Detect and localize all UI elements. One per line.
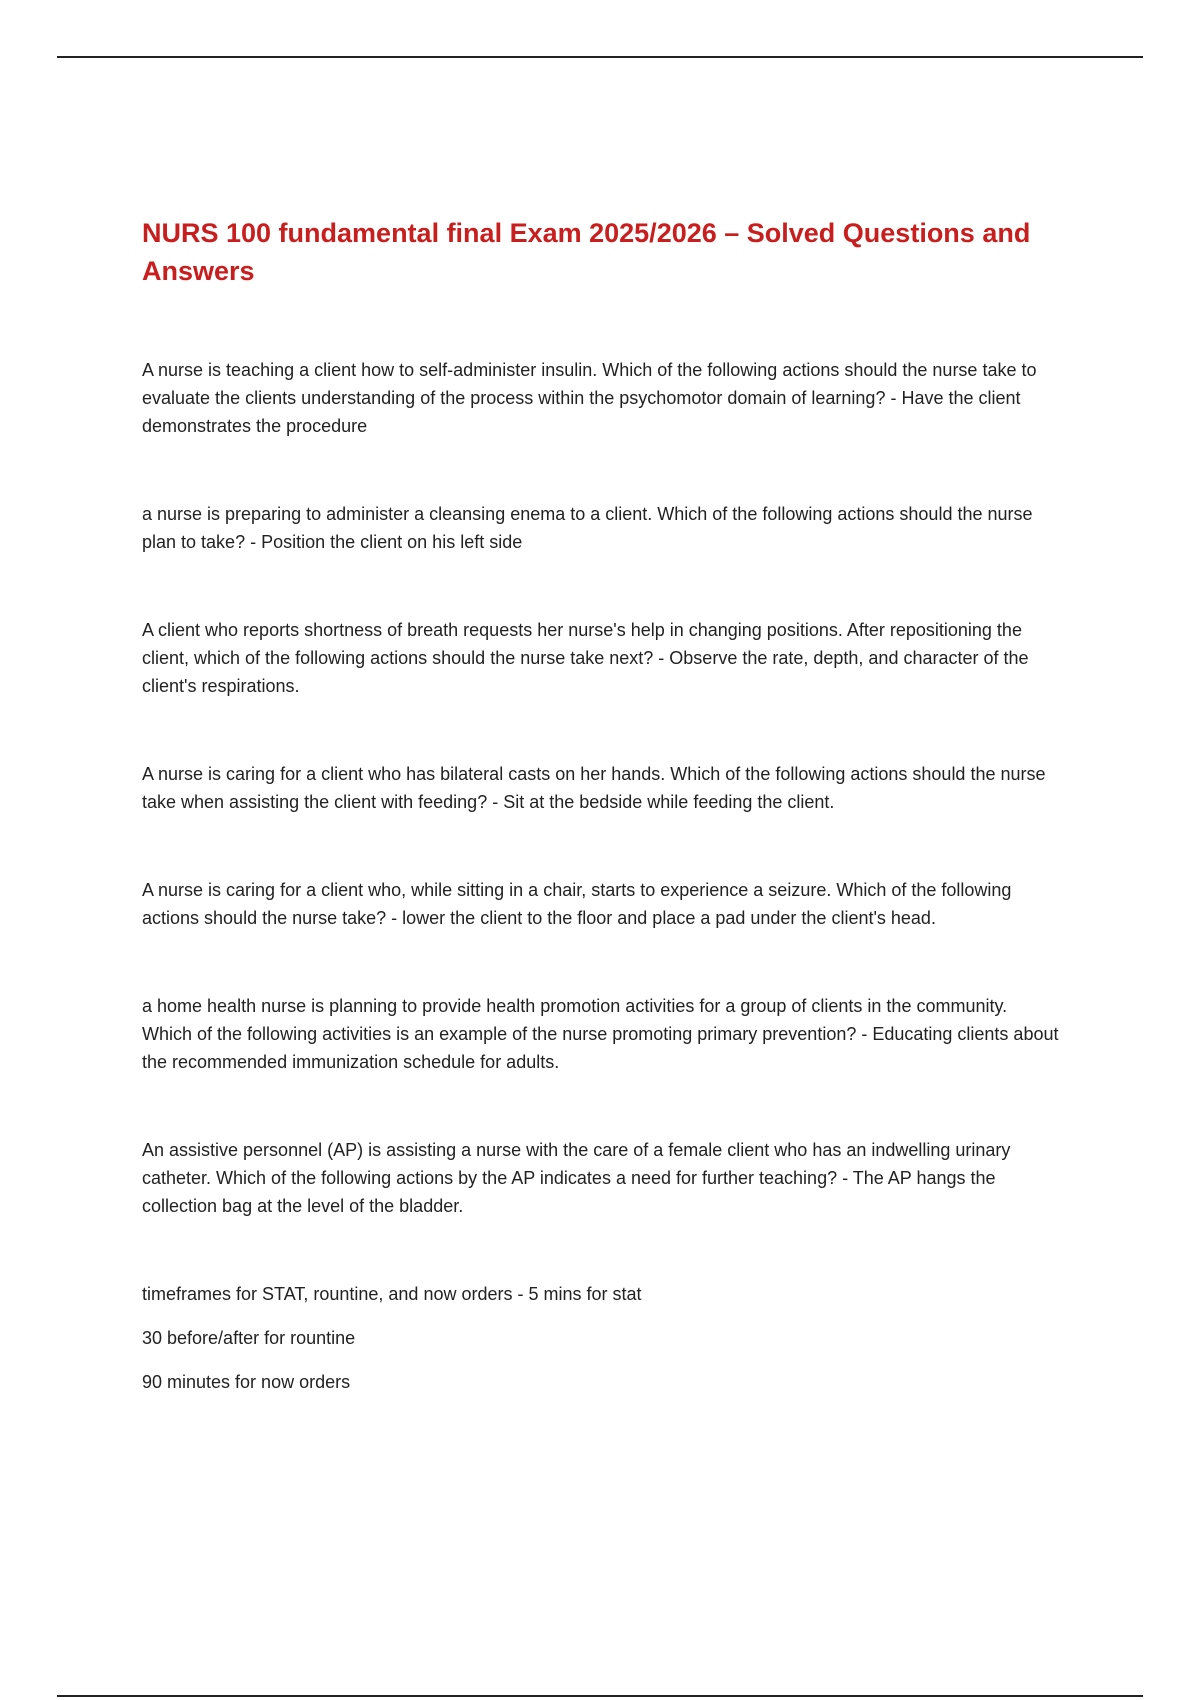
qa-item-casts-feeding: A nurse is caring for a client who has bilateral casts on her hands. Which of the following actions should the nurse take when assisting the client with feeding? - Sit at the bedside while feeding the client. [142, 764, 1046, 812]
qa-item-urinary-catheter: An assistive personnel (AP) is assisting a nurse with the care of a female client who has an indwelling urinary catheter. Which of the following actions by the AP indicates a need for further teaching? - The AP hangs the collection bag at the level of the bladder. [142, 1140, 1011, 1216]
qa-item-primary-prevention: a home health nurse is planning to provide health promotion activities for a group of clients in the community. Which of the following activities is an example of the nurse promoting primary prevention? - Educating clients about the recommended immunization schedule for adults. [142, 996, 1059, 1072]
qa-item-shortness-of-breath: A client who reports shortness of breath requests her nurse's help in changing positions. After repositioning the client, which of the following actions should the nurse take next? - Observe the rate, depth, and character of the client's respirations. [142, 620, 1029, 696]
qa-item-enema: a nurse is preparing to administer a cleansing enema to a client. Which of the following actions should the nurse plan to take? - Position the client on his left side [142, 504, 1033, 552]
timeframes-block [142, 1280, 1062, 1396]
bottom-rule [57, 1695, 1143, 1697]
qa-item-seizure: A nurse is caring for a client who, while sitting in a chair, starts to experience a seizure. Which of the following actions should the nurse take? - lower the client to the floor and place a pad under the client's head. [142, 880, 1012, 928]
timeframes-line: timeframes for STAT, rountine, and now orders - 5 mins for stat [142, 1284, 642, 1304]
document-title: NURS 100 fundamental final Exam 2025/2026 – Solved Questions and Answers [142, 218, 1031, 286]
timeframes-line: 30 before/after for rountine [142, 1328, 356, 1348]
top-rule [57, 56, 1143, 58]
document-body [142, 214, 1062, 1396]
timeframes-line: 90 minutes for now orders [142, 1372, 351, 1392]
qa-item-insulin: A nurse is teaching a client how to self-administer insulin. Which of the following actions should the nurse take to evaluate the clients understanding of the process within the psychomotor domain of learning? - Have the client demonstrates the procedure [142, 360, 1037, 436]
